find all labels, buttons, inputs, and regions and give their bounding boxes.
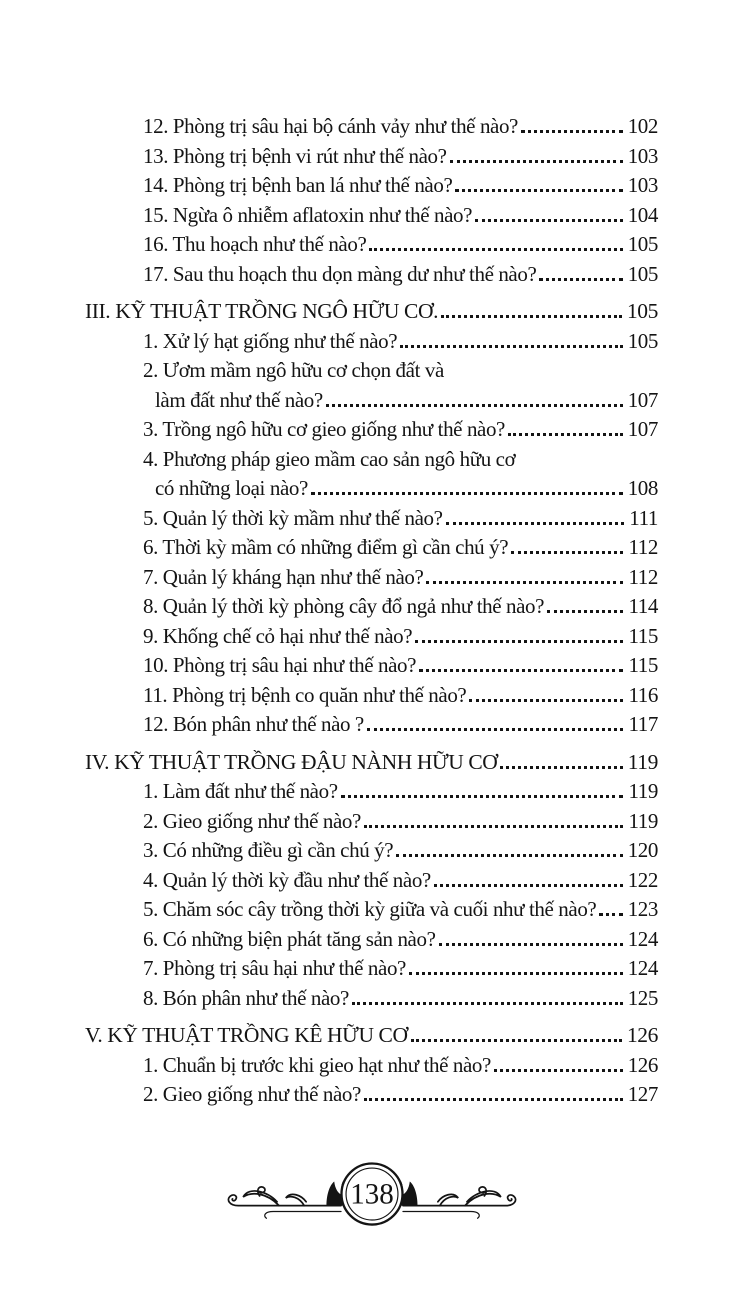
toc-dot-leader (396, 854, 623, 857)
toc-entry-text: V. KỸ THUẬT TRỒNG KÊ HỮU CƠ (85, 1023, 408, 1047)
toc-entry-text: 13. Phòng trị bệnh vi rút như thế nào? (143, 143, 447, 168)
toc-row (85, 201, 658, 231)
toc-row (85, 866, 658, 896)
toc-page-number: 127 (627, 1082, 658, 1106)
toc-dot-leader (547, 610, 623, 613)
toc-row (85, 836, 658, 866)
toc-row (85, 533, 658, 563)
toc-row (85, 895, 658, 925)
toc-row (85, 563, 658, 593)
toc-dot-leader (411, 1039, 622, 1042)
toc-page-number: 105 (627, 261, 658, 286)
toc-dot-leader (369, 248, 622, 251)
toc-row (85, 954, 658, 984)
toc-section-row (85, 748, 658, 778)
toc-entry-text: 10. Phòng trị sâu hại như thế nào? (143, 653, 417, 677)
toc-dot-leader (508, 433, 623, 436)
toc-page-number: 105 (626, 299, 658, 323)
toc-page-number: 119 (627, 749, 658, 774)
toc-page-number: 105 (627, 328, 658, 353)
toc-entry-text: 1. Làm đất như thế nào? (143, 779, 338, 803)
toc-page-number: 124 (627, 926, 658, 951)
toc-dot-leader (539, 278, 622, 281)
toc-dot-leader (367, 728, 624, 731)
flourish-right (394, 1179, 515, 1219)
toc-entry-text: 1. Chuẩn bị trước khi gieo hạt như thế nào? (143, 1052, 491, 1077)
toc-dot-leader (400, 345, 623, 348)
toc-entry-text: 15. Ngừa ô nhiễm aflatoxin như thế nào? (143, 202, 473, 227)
toc-row (85, 710, 658, 740)
toc-page-number: 104 (627, 202, 658, 227)
footer-page-number: 138 (350, 1178, 394, 1211)
toc-page-number: 124 (627, 956, 658, 980)
toc-row (85, 504, 658, 534)
toc-page-number: 112 (628, 535, 658, 559)
toc-entry-text: 14. Phòng trị bệnh ban lá như thế nào? (143, 173, 453, 197)
toc-entry-text: 2. Gieo giống như thế nào? (143, 1082, 361, 1106)
toc-dot-leader (326, 404, 623, 407)
toc-row (85, 622, 658, 652)
toc-entry-text: 12. Phòng trị sâu hại bộ cánh vảy như thế nào? (143, 114, 518, 138)
toc-row (85, 415, 658, 445)
toc-entry-text: 3. Có những điều gì cần chú ý? (143, 838, 394, 862)
toc-entry-text: III. KỸ THUẬT TRỒNG NGÔ HỮU CƠ. (85, 299, 439, 323)
toc-dot-leader (446, 522, 625, 525)
toc-page-number: 120 (627, 838, 658, 862)
toc-dot-leader (409, 972, 623, 975)
toc-entry-text: 17. Sau thu hoạch thu dọn màng dư như thế nào? (143, 261, 537, 286)
toc-dot-leader (475, 219, 623, 222)
toc-page-number: 107 (627, 387, 658, 412)
toc-dot-leader (521, 130, 623, 133)
toc-page-number: 122 (627, 867, 658, 892)
toc-row (85, 230, 658, 260)
toc-entry-text: làm đất như thế nào? (155, 387, 323, 412)
toc-dot-leader (511, 551, 623, 554)
toc-row (85, 386, 658, 416)
toc-dot-leader (311, 492, 623, 495)
toc-page-number: 117 (628, 712, 658, 736)
toc-dot-leader (450, 160, 623, 163)
toc-page-number: 107 (627, 417, 658, 441)
toc-dot-leader (419, 669, 623, 672)
toc-dot-leader (469, 699, 623, 702)
toc-dot-leader (426, 581, 623, 584)
toc-page-number: 108 (627, 476, 658, 500)
toc-dot-leader (434, 884, 623, 887)
toc-entry-text: IV. KỸ THUẬT TRỒNG ĐẬU NÀNH HỮU CƠ (85, 749, 498, 774)
toc-row (85, 807, 658, 837)
toc-row (85, 445, 658, 475)
toc-page-number: 125 (627, 985, 658, 1010)
toc-page-number: 103 (627, 143, 658, 168)
toc-dot-leader (364, 1098, 623, 1101)
toc-page-number: 126 (627, 1052, 658, 1077)
toc-entry-text: 2. Gieo giống như thế nào? (143, 808, 361, 833)
toc-page-number: 105 (627, 232, 658, 256)
toc-row (85, 356, 658, 386)
toc-entry-text: 4. Phương pháp gieo mầm cao sản ngô hữu cơ (143, 446, 516, 471)
toc-page-number: 111 (629, 505, 658, 530)
toc-entry-text: 16. Thu hoạch như thế nào? (143, 232, 367, 256)
toc-row (85, 142, 658, 172)
toc-entry-text: 9. Khống chế cỏ hại như thế nào? (143, 623, 413, 648)
toc-dot-leader (500, 766, 622, 769)
toc-entry-text: 3. Trồng ngô hữu cơ gieo giống như thế nào? (143, 417, 505, 441)
toc-entry-text: 5. Quản lý thời kỳ mầm như thế nào? (143, 505, 443, 530)
toc-entry-text: 4. Quản lý thời kỳ đầu như thế nào? (143, 867, 431, 892)
toc-entry-text: 2. Ươm mầm ngô hữu cơ chọn đất và (143, 358, 444, 382)
toc-entry-text: 6. Thời kỳ mầm có những điểm gì cần chú ý? (143, 535, 509, 559)
toc-entry-text: 12. Bón phân như thế nào ? (143, 712, 364, 736)
toc-row (85, 1080, 658, 1110)
toc-section-row (85, 297, 658, 327)
toc-entry-text: 7. Phòng trị sâu hại như thế nào? (143, 956, 406, 980)
toc-row (85, 327, 658, 357)
toc-dot-leader (439, 943, 623, 946)
toc-entry-text: 1. Xử lý hạt giống như thế nào? (143, 328, 398, 353)
toc-entry-text: 11. Phòng trị bệnh co quăn như thế nào? (143, 682, 467, 707)
toc-page-number: 115 (628, 653, 658, 677)
toc-page-number: 114 (628, 594, 658, 618)
toc-entry-text: 6. Có những biện phát tăng sản nào? (143, 926, 436, 951)
toc-row (85, 592, 658, 622)
toc-entry-text: 7. Quản lý kháng hạn như thế nào? (143, 564, 424, 589)
toc-row (85, 681, 658, 711)
toc-section-row (85, 1021, 658, 1051)
toc-page-number: 102 (627, 114, 658, 138)
toc-dot-leader (441, 315, 622, 318)
toc-row (85, 260, 658, 290)
toc-page-number: 126 (626, 1023, 658, 1047)
toc-dot-leader (494, 1069, 623, 1072)
toc-dot-leader (352, 1002, 623, 1005)
toc-dot-leader (341, 795, 624, 798)
toc-entry-text: 5. Chăm sóc cây trồng thời kỳ giữa và cuối như thế nào? (143, 897, 597, 921)
toc-dot-leader (364, 825, 624, 828)
toc-row (85, 651, 658, 681)
toc-row (85, 777, 658, 807)
page-number-ornament (217, 1152, 527, 1238)
toc-page-number: 119 (628, 808, 658, 833)
toc-row (85, 112, 658, 142)
toc-page-number: 119 (628, 779, 658, 803)
page-footer (0, 1152, 744, 1238)
toc-entry-text: 8. Bón phân như thế nào? (143, 985, 349, 1010)
toc-page-number: 115 (628, 623, 658, 648)
toc-list (85, 112, 658, 1110)
toc-row (85, 925, 658, 955)
toc-page-number: 123 (627, 897, 658, 921)
toc-dot-leader (599, 913, 622, 916)
toc-page-number: 116 (628, 682, 658, 707)
toc-row (85, 171, 658, 201)
toc-dot-leader (455, 189, 622, 192)
toc-page-number: 112 (628, 564, 658, 589)
flourish-left (228, 1179, 349, 1219)
toc-row (85, 984, 658, 1014)
toc-page-number: 103 (627, 173, 658, 197)
toc-row (85, 1051, 658, 1081)
toc-row (85, 474, 658, 504)
toc-entry-text: 8. Quản lý thời kỳ phòng cây đổ ngả như thế nào? (143, 594, 545, 618)
toc-dot-leader (415, 640, 623, 643)
toc-entry-text: có những loại nào? (155, 476, 308, 500)
